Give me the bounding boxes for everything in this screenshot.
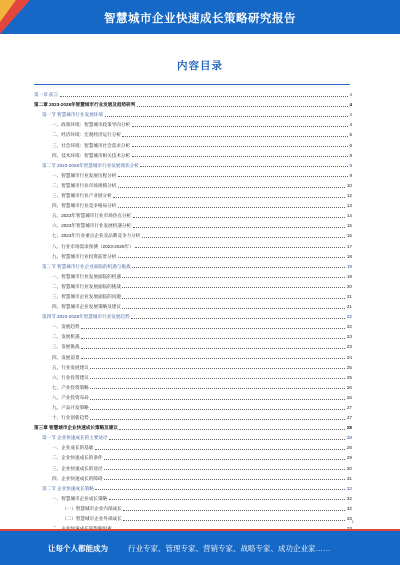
toc-dot-leader: [95, 449, 346, 450]
toc-dot-leader: [81, 338, 345, 339]
toc-entry-label: 九、产品开发策略: [52, 405, 89, 410]
toc-dot-leader: [135, 247, 345, 248]
toc-entry[interactable]: [34, 159, 352, 169]
toc-entry[interactable]: [34, 88, 352, 98]
toc-entry[interactable]: [34, 169, 352, 179]
toc-dot-leader: [104, 459, 345, 460]
toc-entry-page: 26: [346, 394, 352, 400]
toc-entry[interactable]: [34, 502, 352, 512]
toc-entry-label: 四、智慧城市行业竞争格局分析: [52, 203, 117, 209]
toc-entry[interactable]: [34, 98, 352, 108]
toc-entry-label: 一、智慧城市企业成长策略: [52, 495, 108, 501]
toc-dot-leader: [132, 126, 348, 127]
toc-entry[interactable]: [34, 340, 352, 350]
toc-entry[interactable]: [34, 149, 352, 159]
toc-dot-leader: [118, 176, 348, 177]
toc-entry-page: 12: [346, 193, 352, 199]
toc-entry-label: 四、智慧城市企业发展策略及建议: [52, 304, 121, 310]
toc-entry-label: 一、政策环境：智慧城市政策导向分析: [52, 122, 131, 128]
toc-entry-page: 22: [346, 314, 352, 320]
toc-dot-leader: [122, 287, 345, 288]
toc-entry-label: 七、产业投资策略: [52, 384, 89, 390]
toc-dot-leader: [81, 328, 345, 329]
toc-entry-page: 32: [346, 495, 352, 501]
toc-entry-page: 9: [349, 162, 352, 168]
report-header: [0, 0, 400, 34]
toc-dot-leader: [118, 187, 346, 188]
toc-entry-label: 三、智慧城市企业发展面临的问题: [52, 293, 121, 299]
toc-dot-leader: [122, 136, 348, 137]
toc-entry[interactable]: [34, 189, 352, 199]
toc-divider: [34, 84, 350, 85]
toc-entry-label: 二、企业快速成长的条件: [52, 455, 103, 461]
toc-entry-label: 二、智慧城市行业市场规模分析: [52, 182, 117, 188]
toc-entry-page: 5: [349, 132, 352, 138]
toc-entry[interactable]: [34, 300, 352, 310]
toc-dot-leader: [90, 409, 345, 410]
toc-entry[interactable]: [34, 512, 352, 522]
toc-entry-label: 六、行业投资建议: [52, 374, 89, 380]
toc-entry-page: 27: [346, 405, 352, 410]
toc-entry[interactable]: [34, 411, 352, 421]
toc-dot-leader: [81, 348, 345, 349]
toc-entry-page: 21: [346, 304, 352, 310]
toc-dot-leader: [113, 197, 345, 198]
toc-entry-page: 25: [346, 364, 352, 370]
toc-entry-page: 25: [346, 374, 352, 380]
toc-entry-label: 四、技术环境：智慧城市相关技术分析: [52, 152, 131, 158]
toc-dot-leader: [122, 308, 345, 309]
toc-entry-label: 第一节 企业快速成长的主要途径: [42, 435, 108, 441]
toc-heading: 内容目录: [177, 60, 223, 72]
toc-dot-leader: [123, 520, 345, 521]
toc-entry-page: 32: [346, 485, 352, 491]
toc-entry[interactable]: [34, 290, 352, 300]
toc-entry-page: 4: [349, 92, 352, 98]
toc-dot-leader: [90, 378, 345, 379]
toc-entry[interactable]: [34, 350, 352, 360]
toc-dot-leader: [81, 358, 345, 359]
toc-entry[interactable]: [34, 209, 352, 219]
toc-entry[interactable]: [34, 401, 352, 411]
toc-entry[interactable]: [34, 108, 352, 118]
toc-entry-label: 三、发展挑战: [52, 344, 80, 350]
toc-dot-leader: [104, 479, 345, 480]
toc-dot-leader: [137, 106, 348, 107]
toc-entry-label: 第二节 企业快速成长策略: [42, 485, 94, 491]
toc-dot-leader: [142, 237, 346, 238]
toc-entry-page: 27: [346, 415, 352, 421]
toc-dot-leader: [109, 439, 345, 440]
toc-entry-page: 4: [349, 102, 352, 108]
toc-dot-leader: [119, 429, 345, 430]
toc-dot-leader: [90, 368, 345, 369]
toc-entry-page: 4: [349, 112, 352, 118]
toc-entry-page: 15: [346, 223, 352, 229]
toc-entry[interactable]: [34, 371, 352, 381]
toc-entry-page: 10: [346, 182, 352, 188]
toc-entry-label: 二、经济环境：宏观经济运行分析: [52, 132, 121, 138]
footer-slogan: 让每个人都能成为: [48, 544, 108, 553]
toc-entry[interactable]: [34, 219, 352, 229]
toc-entry[interactable]: [34, 179, 352, 189]
toc-entry-label: 第三章 智慧城市企业快速成长策略及建议: [34, 425, 118, 431]
page-number: 1: [351, 519, 354, 524]
toc-entry-page: 20: [346, 283, 352, 289]
toc-dot-leader: [132, 156, 348, 157]
toc-dot-leader: [123, 510, 345, 511]
toc-dot-leader: [132, 267, 345, 268]
toc-dot-leader: [118, 257, 346, 258]
toc-entry-label: 第二节 2023-2028年智慧城市行业发展现状分析: [42, 162, 139, 168]
toc-dot-leader: [60, 96, 348, 97]
toc-entry-label: 五、2023年智慧城市行业市场热点分析: [52, 213, 132, 219]
toc-entry[interactable]: [34, 330, 352, 340]
toc-entry-label: 第三节 智慧城市行业企业面临的机遇与挑战: [42, 263, 131, 269]
toc-dot-leader: [118, 207, 346, 208]
toc-entry-page: 29: [346, 455, 352, 461]
toc-entry-label: 三、智慧城市行业产业链分析: [52, 193, 112, 199]
toc-entry-label: 九、智慧城市行业投资前景分析: [52, 253, 117, 259]
toc-entry[interactable]: [34, 320, 352, 330]
toc-entry[interactable]: [34, 118, 352, 128]
toc-entry-page: 30: [346, 465, 352, 471]
toc-entry[interactable]: [34, 421, 352, 431]
toc-entry[interactable]: [34, 280, 352, 290]
toc-entry-label: 一、智慧城市行业发展面临的机遇: [52, 273, 121, 279]
toc-dot-leader: [131, 318, 345, 319]
toc-entry-page: 9: [349, 172, 352, 178]
toc-entry-label: 六、2023年智慧城市行业发展机遇分析: [52, 223, 132, 229]
toc-entry-label: 第一章 前言: [34, 92, 59, 98]
toc-entry-page: 26: [346, 384, 352, 390]
toc-entry[interactable]: [34, 492, 352, 502]
toc-entry[interactable]: [34, 461, 352, 471]
toc-entry-label: 第二章 2023-2028年智慧城市行业发展及趋势研判: [34, 102, 136, 108]
toc-entry[interactable]: [34, 361, 352, 371]
toc-entry-label: 第四节 2023-2028年智慧城市行业发展趋势: [42, 314, 130, 320]
toc-entry[interactable]: [34, 451, 352, 461]
toc-entry[interactable]: [34, 381, 352, 391]
toc-dot-leader: [90, 388, 345, 389]
toc-entry-page: 32: [346, 505, 352, 511]
toc-dot-leader: [95, 489, 345, 490]
toc-entry[interactable]: [34, 431, 352, 441]
toc-dot-leader: [109, 499, 346, 500]
toc-entry[interactable]: [34, 260, 352, 270]
toc-entry-label: 三、社会环境：智慧城市社会需求分析: [52, 142, 131, 148]
toc-entry-page: 21: [346, 293, 352, 299]
toc-entry[interactable]: [34, 229, 352, 239]
toc-dot-leader: [122, 277, 345, 278]
report-title: 智慧城市企业快速成长策略研究报告: [104, 13, 296, 25]
toc-entry-page: 4: [349, 122, 352, 128]
toc-dot-leader: [105, 116, 348, 117]
toc-entry-label: （二）智慧城市企业外部成长: [62, 516, 122, 522]
toc-entry-page: 13: [346, 203, 352, 209]
report-footer: [0, 531, 400, 565]
toc-entry-label: 第一节 智慧城市行业发展环境: [42, 112, 103, 118]
toc-dot-leader: [104, 469, 345, 470]
toc-entry-page: 22: [346, 324, 352, 330]
toc-entry[interactable]: [34, 482, 352, 492]
toc-entry-page: 28: [346, 435, 352, 441]
footer-tagline: 行业专家、管理专家、营销专家、战略专家、成功企业家……: [128, 544, 331, 553]
toc-entry-page: 19: [346, 263, 352, 269]
toc-entry-label: 十、行业创新趋势: [52, 415, 89, 421]
toc-entry-label: 四、企业快速成长的障碍: [52, 475, 103, 481]
toc-entry-page: 24: [346, 354, 352, 360]
toc-entry-page: 23: [346, 334, 352, 340]
toc-entry-label: 一、智慧城市行业发展历程分析: [52, 172, 117, 178]
toc-entry-label: 四、发展前景: [52, 354, 80, 360]
toc-entry-label: 七、2023年行业重点企业及品牌竞争力分析: [52, 233, 141, 239]
toc-entry-page: 18: [346, 253, 352, 259]
toc-entry-page: 33: [346, 516, 352, 522]
toc-entry-page: 28: [346, 445, 352, 451]
table-of-contents: [34, 88, 352, 532]
toc-entry-label: 一、发展趋势: [52, 324, 80, 330]
toc-entry-page: 31: [346, 475, 352, 481]
toc-dot-leader: [140, 166, 348, 167]
toc-entry-label: 二、智慧城市行业发展面临的挑战: [52, 283, 121, 289]
toc-entry-label: 八、行业市场需求预测（2023-2028年）: [52, 243, 134, 249]
toc-entry[interactable]: [34, 128, 352, 138]
toc-dot-leader: [133, 227, 346, 228]
toc-entry[interactable]: [34, 310, 352, 320]
toc-entry-page: 17: [346, 243, 352, 249]
toc-entry-page: 8: [349, 152, 352, 158]
toc-entry[interactable]: [34, 472, 352, 482]
toc-entry-page: 14: [346, 213, 352, 219]
toc-dot-leader: [122, 298, 345, 299]
toc-entry-page: 19: [346, 273, 352, 279]
toc-entry-label: 一、企业成长的基础: [52, 445, 94, 451]
toc-entry[interactable]: [34, 270, 352, 280]
toc-dot-leader: [90, 419, 345, 420]
toc-entry[interactable]: [34, 391, 352, 401]
toc-entry-page: 16: [346, 233, 352, 239]
toc-dot-leader: [132, 146, 348, 147]
toc-entry-page: 6: [349, 142, 352, 148]
toc-entry-label: 三、企业快速成长的途径: [52, 465, 103, 471]
toc-entry[interactable]: [34, 199, 352, 209]
toc-entry-page: 28: [346, 425, 352, 431]
toc-entry-label: （一）智慧城市企业内部成长: [62, 505, 122, 511]
toc-entry-label: 二、发展机遇: [52, 334, 80, 340]
toc-dot-leader: [133, 217, 346, 218]
toc-entry[interactable]: [34, 239, 352, 249]
toc-dot-leader: [90, 399, 345, 400]
toc-entry[interactable]: [34, 250, 352, 260]
toc-entry-page: 23: [346, 344, 352, 350]
toc-entry-label: 八、产业投资布局: [52, 394, 89, 400]
toc-entry-label: 五、行业发展建议: [52, 364, 89, 370]
toc-entry[interactable]: [34, 441, 352, 451]
toc-entry[interactable]: [34, 138, 352, 148]
